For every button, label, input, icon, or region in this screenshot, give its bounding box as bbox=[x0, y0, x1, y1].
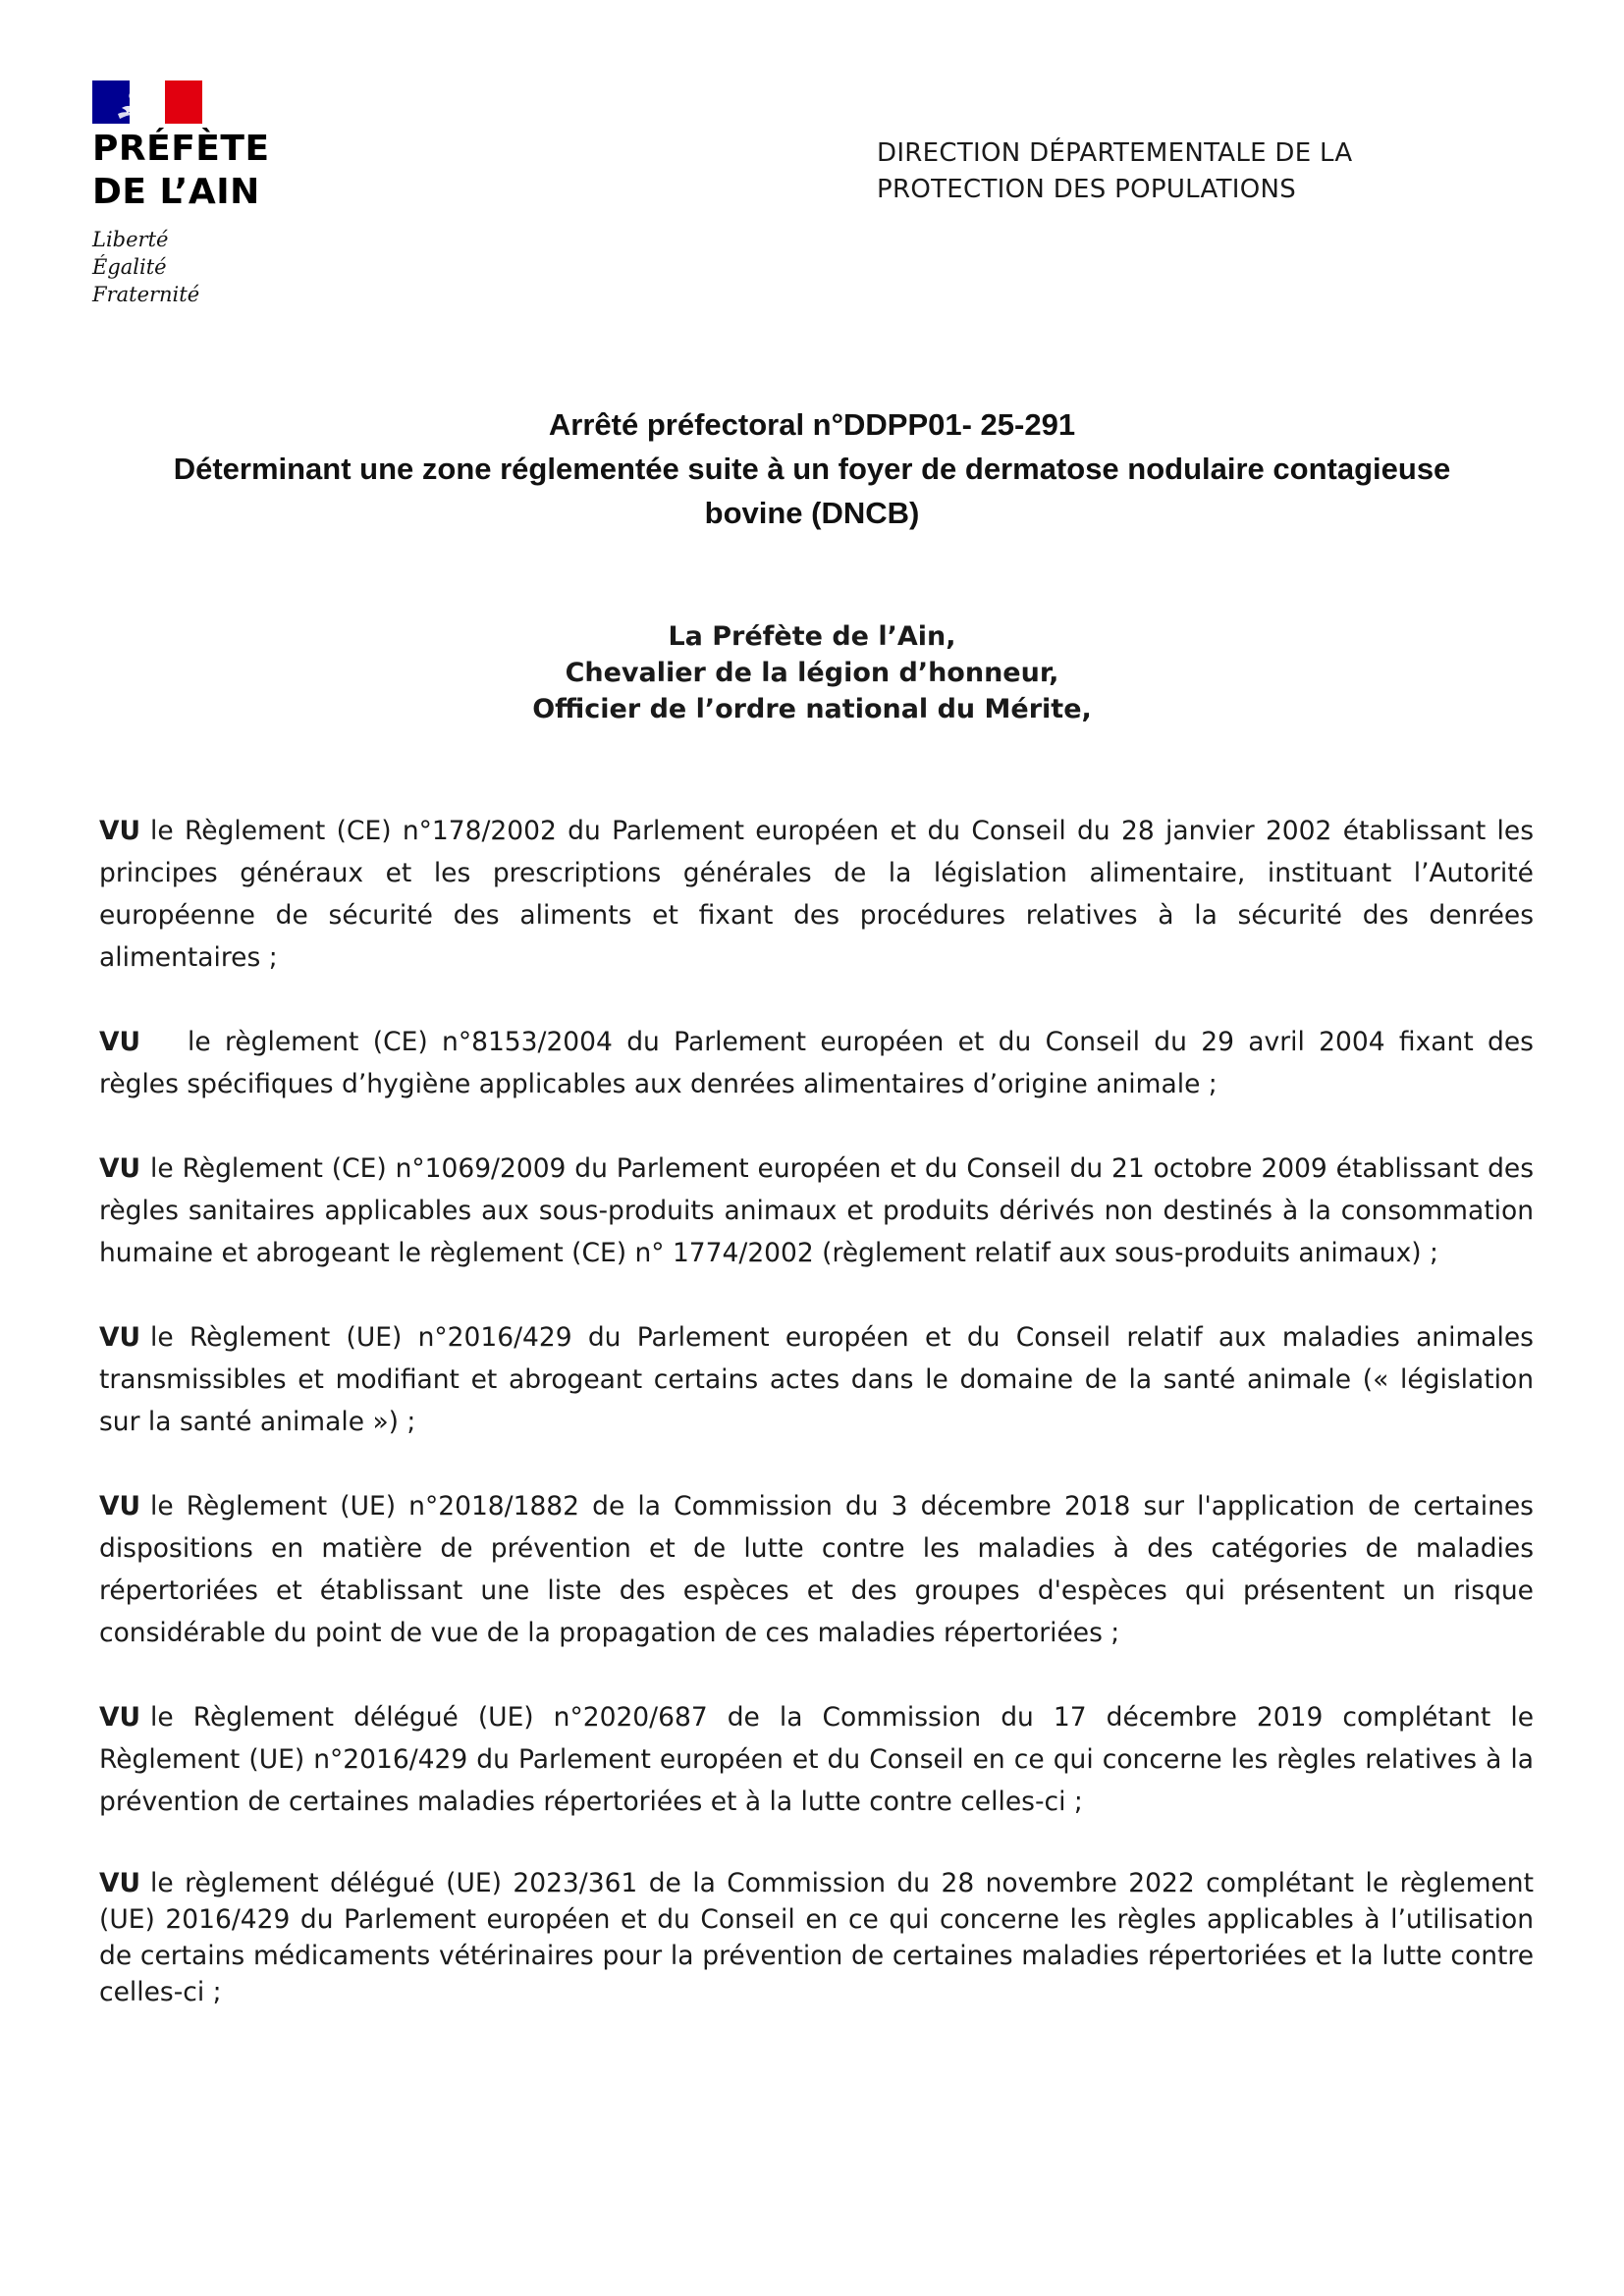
visa-label: VU bbox=[99, 1868, 141, 1898]
visa-paragraph bbox=[99, 810, 1534, 979]
visa-paragraph bbox=[99, 1485, 1534, 1654]
visa-paragraph bbox=[99, 1865, 1534, 2010]
visa-paragraph bbox=[99, 1316, 1534, 1443]
visa-paragraph bbox=[99, 1021, 1534, 1105]
decree-title bbox=[0, 402, 1624, 535]
visa-label: VU bbox=[99, 1153, 141, 1184]
direction-line2: PROTECTION DES POPULATIONS bbox=[877, 175, 1297, 204]
visa-text: le Règlement (CE) n°178/2002 du Parlement européen et du Conseil du 28 janvier 2002 établissant les principes généraux et les prescriptions générales de la législation alimentaire, instituant l’Autorité européenne de sécurité des aliments et fixant des procédures relatives à la sécurité des denrées alimentaires ; bbox=[99, 816, 1534, 973]
motto-liberte: Liberté bbox=[92, 228, 169, 251]
visa-label: VU bbox=[99, 816, 141, 846]
visa-text: le Règlement délégué (UE) n°2020/687 de la Commission du 17 décembre 2019 complétant le Règlement (UE) n°2016/429 du Parlement européen et du Conseil en ce qui concerne les règles relatives à la prévention de certaines maladies répertoriées et à la lutte contre celles-ci ; bbox=[99, 1702, 1534, 1817]
visa-label: VU bbox=[99, 1027, 141, 1057]
logo-title bbox=[92, 128, 289, 214]
visa-text: le règlement délégué (UE) 2023/361 de la Commission du 28 novembre 2022 complétant le règlement (UE) 2016/429 du Parlement européen et du Conseil en ce qui concerne les règles applicables à l’utilisation de certains médicaments vétérinaires pour la prévention de certaines maladies répertoriées et la lutte contre celles-ci ; bbox=[99, 1868, 1534, 2007]
visas-section bbox=[99, 810, 1534, 2053]
motto-fraternite: Fraternité bbox=[92, 283, 200, 306]
visa-paragraph bbox=[99, 1696, 1534, 1823]
direction-line1: DIRECTION DÉPARTEMENTALE DE LA bbox=[877, 138, 1353, 168]
decree-title-line1: Arrêté préfectoral n°DDPP01- 25-291 bbox=[548, 407, 1076, 442]
visa-text: le Règlement (UE) n°2018/1882 de la Commission du 3 décembre 2018 sur l'application de certaines dispositions en matière de prévention et de lutte contre les maladies à des catégories de maladies répertoriées et établissant une liste des espèces et des groupes d'espèces qui présentent un risque considérable du point de vue de la propagation de ces maladies répertoriées ; bbox=[99, 1491, 1534, 1648]
visa-label: VU bbox=[99, 1322, 141, 1353]
motto-egalite: Égalité bbox=[92, 255, 167, 279]
prefecture-logo bbox=[92, 80, 289, 308]
authority-line3: Officier de l’ordre national du Mérite, bbox=[532, 694, 1092, 724]
visa-label: VU bbox=[99, 1702, 141, 1733]
visa-text: le Règlement (UE) n°2016/429 du Parlement européen et du Conseil relatif aux maladies animales transmissibles et modifiant et abrogeant certains actes dans le domaine de la santé animale (« législation sur la santé animale ») ; bbox=[99, 1322, 1534, 1437]
logo-title-line2: DE L’AIN bbox=[92, 172, 260, 212]
decree-title-line3: bovine (DNCB) bbox=[704, 496, 920, 530]
marianne-emblem-icon bbox=[92, 80, 202, 124]
visa-paragraph bbox=[99, 1148, 1534, 1274]
authority-line2: Chevalier de la légion d’honneur, bbox=[565, 658, 1059, 688]
republic-motto bbox=[92, 226, 289, 308]
decree-title-line2: Déterminant une zone réglementée suite à un foyer de dermatose nodulaire contagieuse bbox=[173, 452, 1451, 486]
visa-label: VU bbox=[99, 1491, 141, 1522]
authority-line1: La Préfète de l’Ain, bbox=[668, 621, 956, 652]
visa-text: le règlement (CE) n°8153/2004 du Parlement européen et du Conseil du 29 avril 2004 fixant des règles spécifiques d’hygiène applicables aux denrées alimentaires d’origine animale ; bbox=[99, 1027, 1534, 1099]
authority-block bbox=[0, 618, 1624, 727]
visa-text: le Règlement (CE) n°1069/2009 du Parlement européen et du Conseil du 21 octobre 2009 établissant des règles sanitaires applicables aux sous-produits animaux et produits dérivés non destinés à la consommation humaine et abrogeant le règlement (CE) n° 1774/2002 (règlement relatif aux sous-produits animaux) ; bbox=[99, 1153, 1534, 1268]
logo-title-line1: PRÉFÈTE bbox=[92, 129, 270, 169]
issuing-direction bbox=[877, 135, 1353, 208]
